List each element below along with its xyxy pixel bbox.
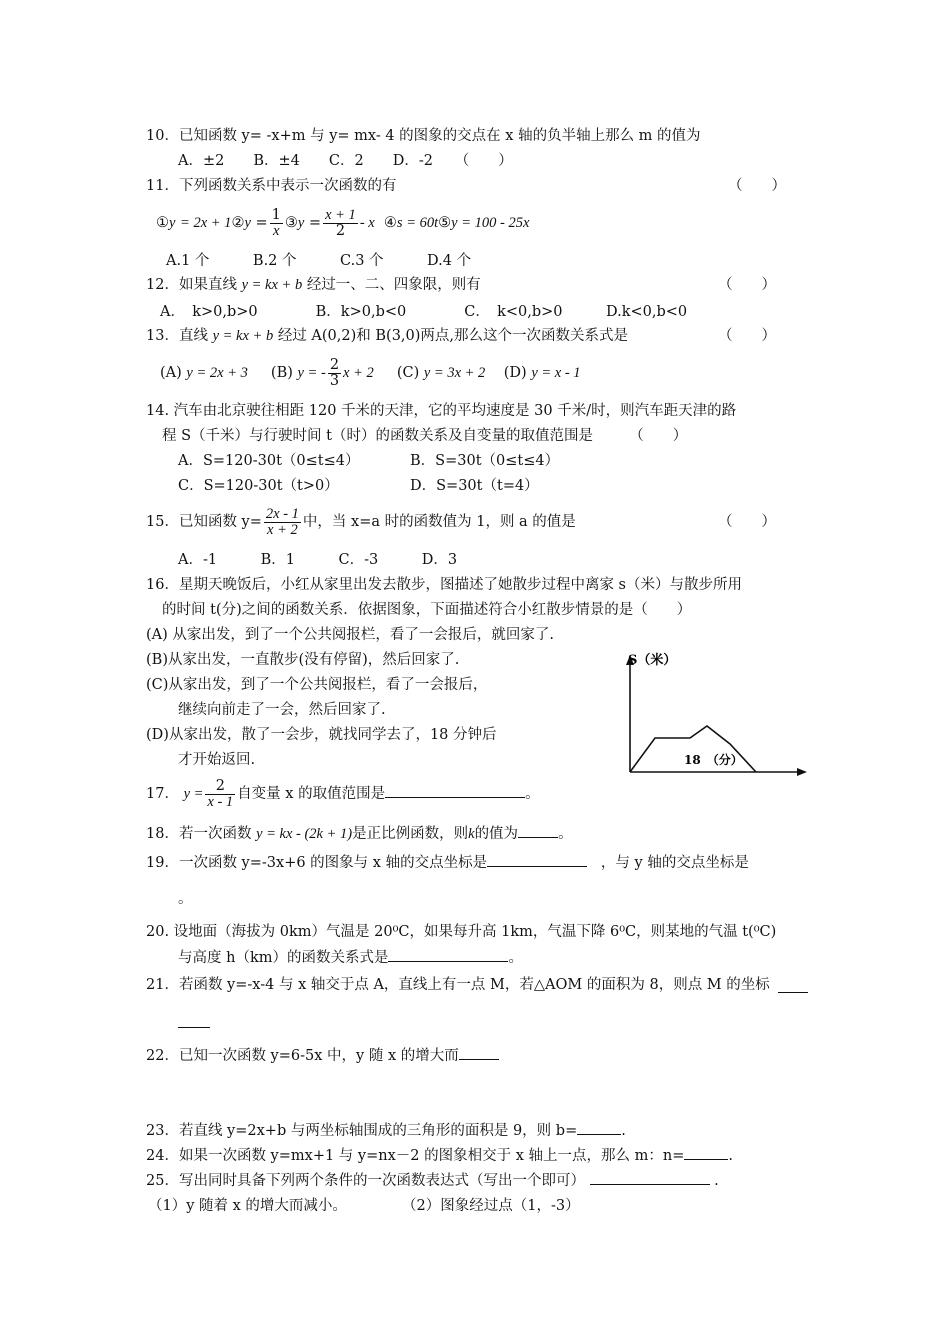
q11-answer-paren: （ ） <box>728 178 786 194</box>
q16-option-a: (A) 从家出发，到了一个公共阅报栏，看了一会报后，就回家了. <box>146 627 555 643</box>
graph-x-label: 18 （分） <box>684 753 743 767</box>
q15-options: A．-1 B．1 C．-3 D．3 <box>178 552 458 568</box>
q17-answer-blank[interactable] <box>385 797 525 798</box>
q16-option-d1: (D)从家出发，散了一会步，就找同学去了，18 分钟后 <box>146 727 497 743</box>
q25-condition-1: （1）y 随着 x 的增大而减小。 <box>148 1198 347 1214</box>
q25-text: 25．写出同时具备下列两个条件的一次函数表达式（写出一个即可） . <box>146 1173 719 1189</box>
q16-option-b: (B)从家出发，一直散步(没有停留)，然后回家了. <box>146 652 460 668</box>
q14-option-c: C．S=120-30t（t>0） <box>178 478 339 494</box>
q21-answer-blank-b[interactable] <box>178 1015 210 1028</box>
q22-answer-blank[interactable] <box>459 1059 499 1060</box>
q15-answer-paren: （ ） <box>718 514 776 530</box>
q10-text: 10．已知函数 y= -x+m 与 y= mx- 4 的图象的交点在 x 轴的负半轴上那么 m 的值为 <box>146 128 701 144</box>
q18-text: 18．若一次函数 y = kx - (2k + 1)是正比例函数，则k的值为 。 <box>146 826 573 842</box>
q16-option-c2: 继续向前走了一会，然后回家了. <box>178 702 386 718</box>
q24-answer-blank[interactable] <box>684 1159 728 1160</box>
q12-options: A． k>0,b>0 B．k>0,b<0 C． k<0,b>0 D.k<0,b<0 <box>160 304 688 320</box>
q20-answer-blank[interactable] <box>388 961 508 962</box>
q11-options: A.1 个 B.2 个 C.3 个 D.4 个 <box>166 253 472 269</box>
q14-option-b: B．S=30t（0≤t≤4） <box>410 453 560 469</box>
q15-text: 15．已知函数 y= $\frac{2x - 1}{x + 2}$ 中，当 x=a 时的函数值为 1，则 a 的值是 <box>146 505 576 538</box>
q17-text: 17． y = $\frac{2}{x - 1}$ 自变量 x 的取值范围是 。 <box>146 777 540 810</box>
q23-answer-blank[interactable] <box>577 1134 621 1135</box>
q18-answer-blank[interactable] <box>518 837 558 838</box>
q21-text: 21．若函数 y=-x-4 与 x 轴交于点 A，直线上有一点 M，若△AOM 的面积为 8，则点 M 的坐标 <box>146 977 770 993</box>
q14-line2: 程 S（千米）与行驶时间 t（时）的函数关系及自变量的取值范围是 （ ） <box>162 428 688 444</box>
q19-text: 19．一次函数 y=-3x+6 的图象与 x 轴的交点坐标是 ，与 y 轴的交点坐标是 <box>146 855 749 871</box>
q25-condition-2: （2）图象经过点（1，-3） <box>402 1198 580 1214</box>
q11-text: 11．下列函数关系中表示一次函数的有 <box>146 178 397 194</box>
q11-items: ①y = 2x + 1②y = $\frac{1}{x}$ ③y = $\frac{x + 1}{2}$ - x ④s = 60t⑤y = 100 - 25x <box>156 206 530 239</box>
q10-options: A．±2 B．±4 C．2 D．-2 （ ） <box>178 153 513 169</box>
q14-line1: 14. 汽车由北京驶往相距 120 千米的天津，它的平均速度是 30 千米/时，则汽车距天津的路 <box>146 403 737 419</box>
q23-text: 23．若直线 y=2x+b 与两坐标轴围成的三角形的面积是 9，则 b= . <box>146 1123 626 1139</box>
q12-text: 12．如果直线 y = kx + b 经过一、二、四象限，则有 <box>146 277 481 293</box>
q16-option-d2: 才开始返回. <box>178 752 256 768</box>
graph-x-arrow <box>797 768 807 776</box>
q14-option-a: A．S=120-30t（0≤t≤4） <box>178 453 360 469</box>
q21-answer-blank-a[interactable] <box>778 980 808 993</box>
q20-line1: 20. 设地面（海拔为 0km）气温是 20⁰C，如果每升高 1km，气温下降 6⁰C，则某地的气温 t(⁰C) <box>146 924 777 940</box>
q12-answer-paren: （ ） <box>718 277 776 293</box>
q16-line1: 16．星期天晚饭后，小红从家里出发去散步，图描述了她散步过程中离家 s（米）与散步所用 <box>146 577 742 593</box>
q19-x-intercept-blank[interactable] <box>487 866 587 867</box>
q14-option-d: D．S=30t（t=4） <box>410 478 539 494</box>
q25-answer-blank[interactable] <box>590 1184 710 1185</box>
graph-y-label: S（米） <box>628 653 677 668</box>
q22-text: 22．已知一次函数 y=6-5x 中，y 随 x 的增大而 <box>146 1046 499 1066</box>
q24-text: 24．如果一次函数 y=mx+1 与 y=nx－2 的图象相交于 x 轴上一点，那么 m：n= . <box>146 1148 733 1164</box>
q13-text: 13．直线 y = kx + b 经过 A(0,2)和 B(3,0)两点,那么这个一次函数关系式是 <box>146 328 629 344</box>
q13-options: (A) y = 2x + 3 (B) y = - $\frac{2}{3}$ x + 2 (C) y = 3x + 2 (D) y = x - 1 <box>160 356 581 389</box>
q20-line2: 与高度 h（km）的函数关系式是 。 <box>178 950 523 966</box>
q16-line2: 的时间 t(分)之间的函数关系．依据图象，下面描述符合小红散步情景的是（ ） <box>162 602 692 618</box>
q16-option-c1: (C)从家出发，到了一个公共阅报栏，看了一会报后， <box>146 677 488 693</box>
q16-graph <box>610 648 815 783</box>
q13-answer-paren: （ ） <box>718 328 776 344</box>
q19-end: 。 <box>178 891 193 907</box>
